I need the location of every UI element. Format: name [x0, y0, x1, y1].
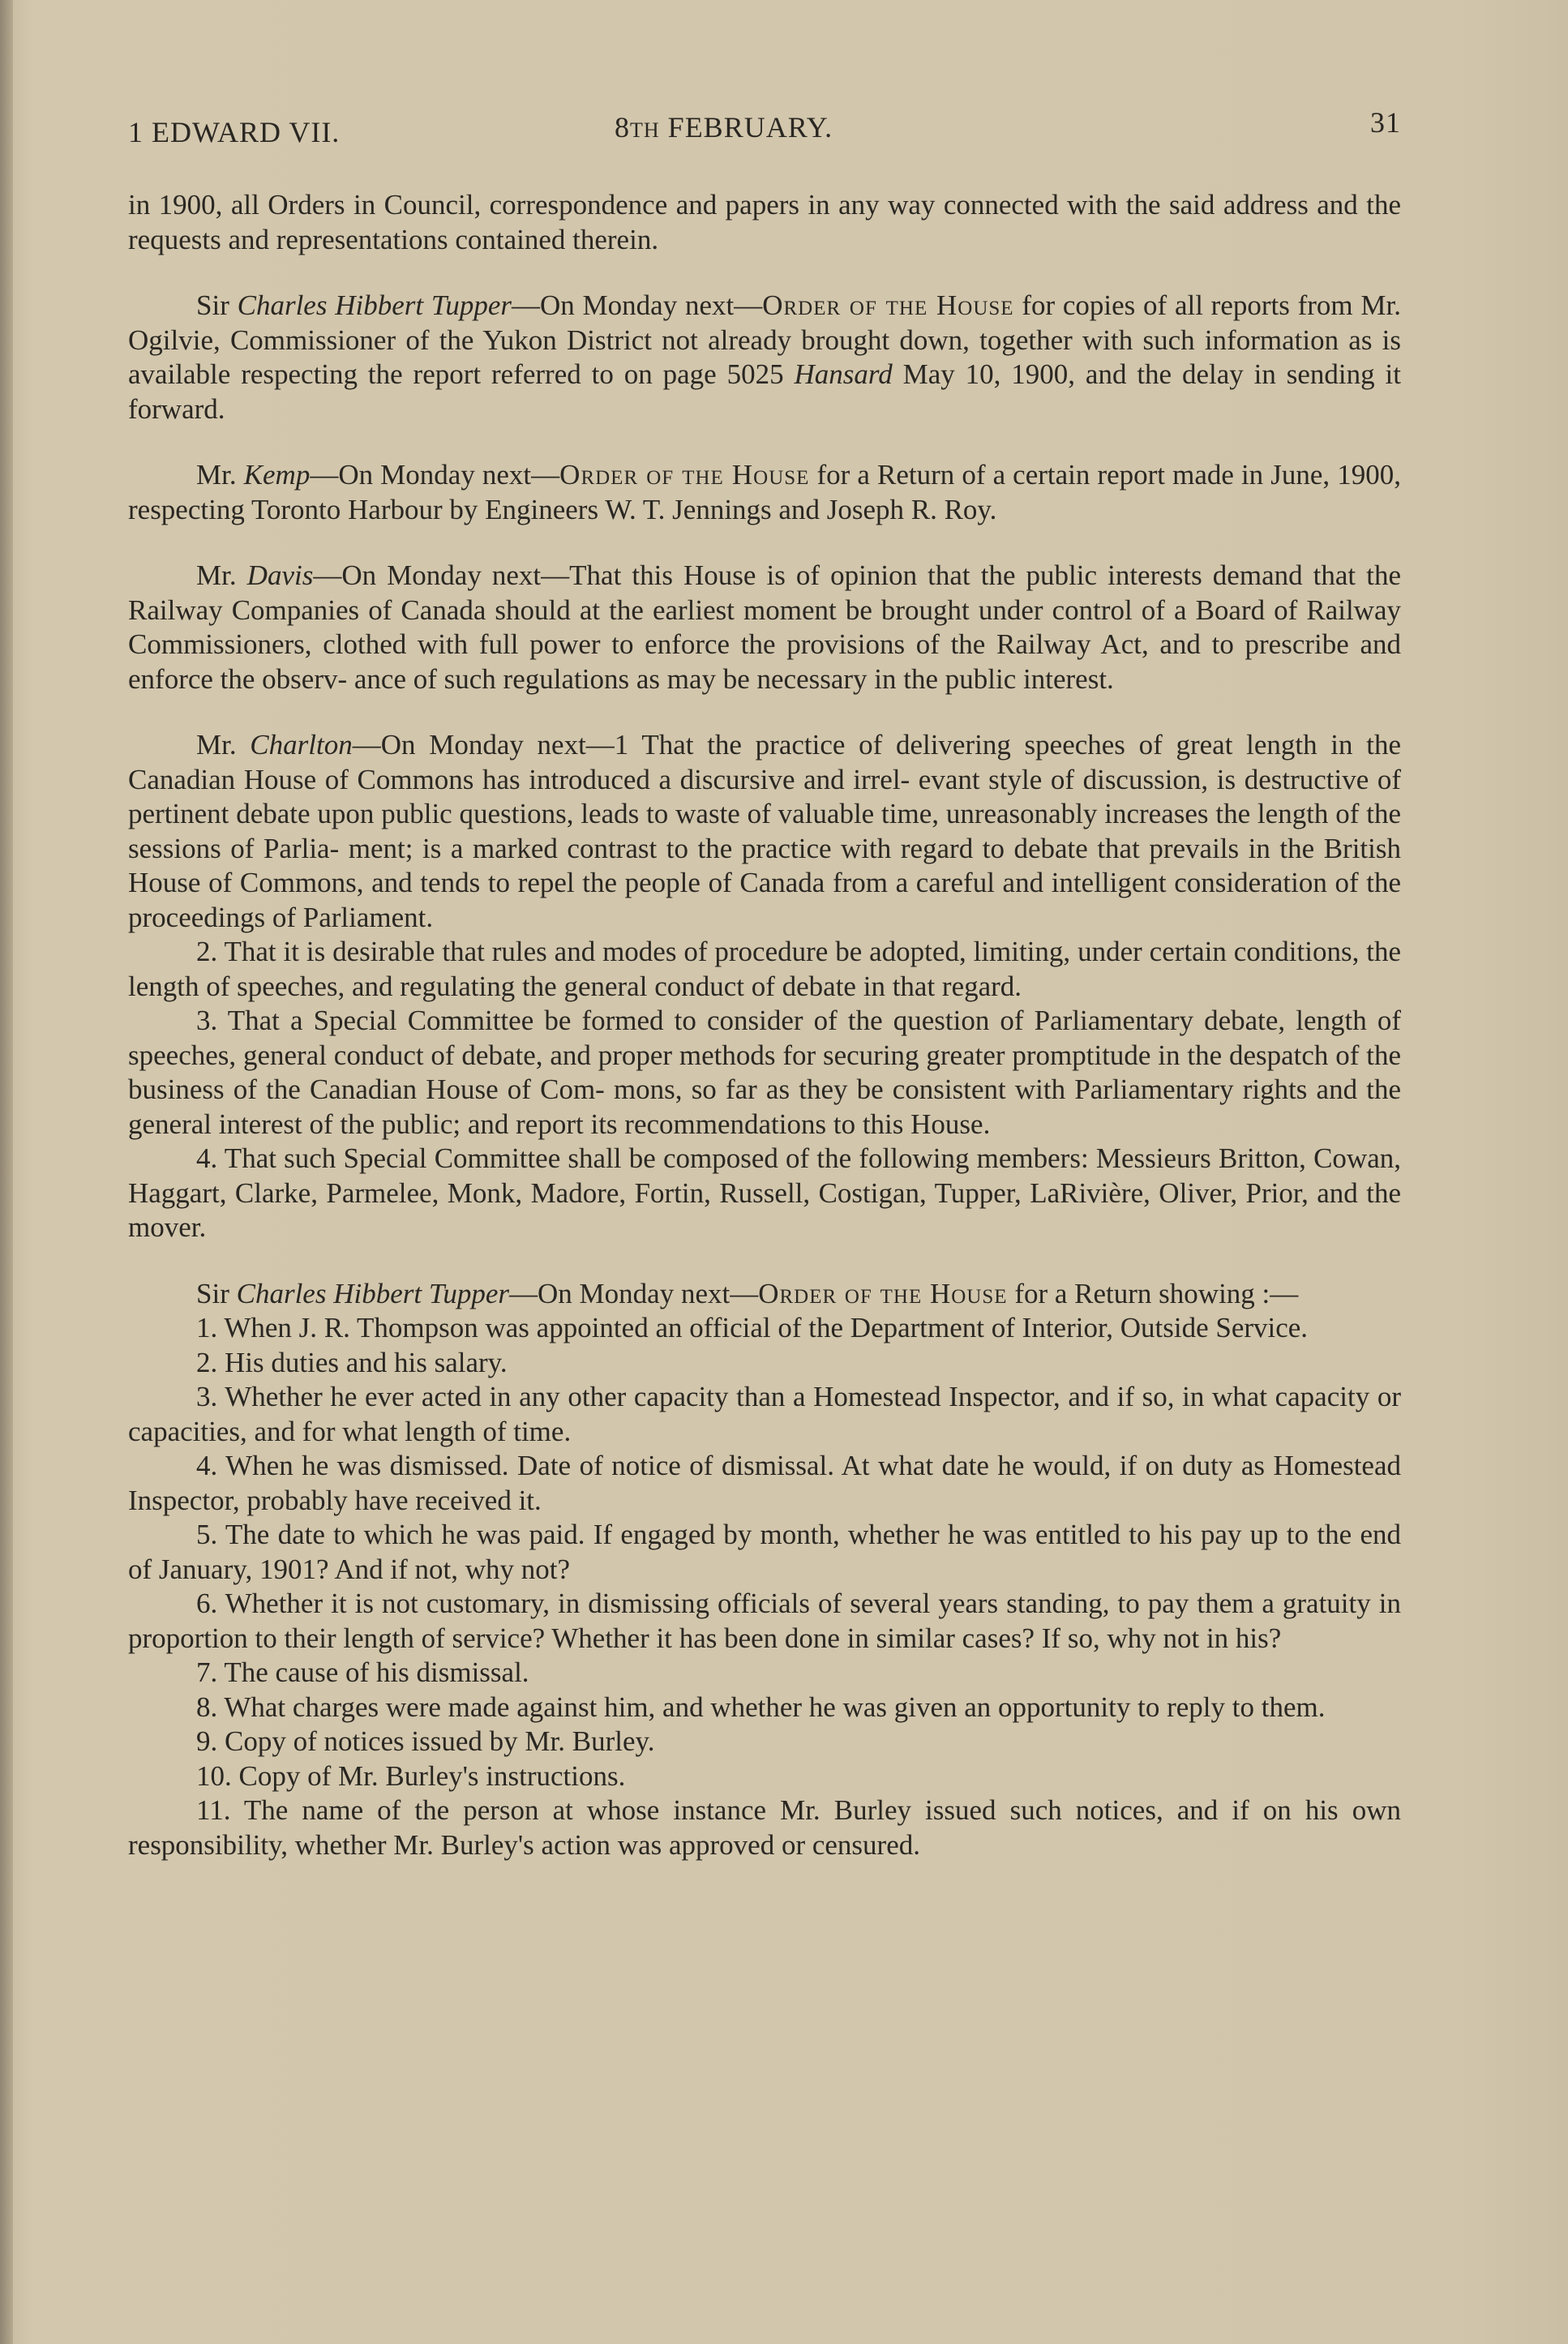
- list-item: 11. The name of the person at whose instance Mr. Burley issued such notices, and if on his own responsibility, whether Mr. Burley's action was approved or censured.: [128, 1794, 1401, 1861]
- list-item: 7. The cause of his dismissal.: [196, 1656, 529, 1688]
- member-name: Davis: [246, 559, 314, 591]
- list-item: 1. When J. R. Thompson was appointed an official of the Department of Interior, Outside Service.: [196, 1312, 1309, 1343]
- body-text: [128, 188, 1401, 1862]
- paragraph-continuation: in 1900, all Orders in Council, correspondence and papers in any way connected with the said address and the requests and representations contained therein.: [128, 189, 1401, 255]
- list-item: 6. Whether it is not customary, in dismissing officials of several years standing, to pay them a gratuity in proportion to their length of service? Whether it has been done in similar cases? If so, why not in his?: [128, 1588, 1401, 1654]
- paragraph-davis: Mr. Davis—On Monday next—That this House is of opinion that the public interests demand that the Railway Companies of Canada should at the earliest moment be brought under control of a Board of Railway Commissioners, clothed with full power to enforce the provisions of the Railway Act, and to prescribe and enforce the observ- ance of such regulations as may be necessary in the public interest.: [128, 559, 1401, 695]
- page-binding-edge: [0, 0, 13, 2344]
- paragraph-tupper-thompson: Sir Charles Hibbert Tupper—On Monday next—Order of the House for a Return showing :—: [196, 1277, 1299, 1309]
- page-number: 31: [1370, 106, 1401, 139]
- charlton-item-2: 2. That it is desirable that rules and modes of procedure be adopted, limiting, under certain conditions, the length of speeches, and regulating the general conduct of debate in that regard.: [128, 936, 1401, 1002]
- list-item: 10. Copy of Mr. Burley's instructions.: [196, 1759, 626, 1792]
- list-item: 3. Whether he ever acted in any other capacity than a Homestead Inspector, and if so, in what capacity or capacities, and for what length of time.: [128, 1381, 1401, 1447]
- list-item: 5. The date to which he was paid. If engaged by month, whether he was entitled to his pay up to the end of January, 1901? And if not, why not?: [128, 1519, 1401, 1585]
- charlton-item-3: 3. That a Special Committee be formed to consider of the question of Parliamentary debate, length of speeches, general conduct of debate, and proper methods for securing greater promptitude in the despatch of the business of the Canadian House of Com- mons, so far as they be consistent with Parliamentary rights and the general interest of the public; and report its recommendations to this House.: [128, 1005, 1401, 1140]
- list-item: 2. His duties and his salary.: [196, 1346, 508, 1378]
- list-item: 4. When he was dismissed. Date of notice of dismissal. At what date he would, if on duty as Homestead Inspector, probably have received it.: [128, 1450, 1401, 1516]
- header-date: 8TH FEBRUARY.: [615, 111, 833, 144]
- list-item: 8. What charges were made against him, and whether he was given an opportunity to reply to them.: [196, 1691, 1326, 1723]
- header-left: 1 EDWARD VII.: [128, 116, 341, 148]
- member-name: Charlton: [250, 729, 353, 761]
- list-item: 9. Copy of notices issued by Mr. Burley.: [196, 1725, 655, 1757]
- paragraph-kemp: Mr. Kemp—On Monday next—Order of the House for a Return of a certain report made in June, 1900, respecting Toronto Harbour by Engineers W. T. Jennings and Joseph R. Roy.: [128, 459, 1401, 525]
- running-head: [128, 105, 1401, 154]
- member-name: Charles Hibbert Tupper: [237, 289, 512, 321]
- charlton-item-4: 4. That such Special Committee shall be composed of the following members: Messieurs Britton, Cowan, Haggart, Clarke, Parmelee, Monk, Madore, Fortin, Russell, Costigan, Tupper, LaRivière, Oliver, Prior, and the mover.: [128, 1142, 1401, 1243]
- paragraph-charlton: Mr. Charlton—On Monday next—1 That the practice of delivering speeches of great length in the Canadian House of Commons has introduced a discursive and irrel- evant style of discussion, is destructive of pertinent debate upon public questions, leads to waste of valuable time, unreasonably increases the length of the sessions of Parlia- ment; is a marked contrast to the practice with regard to debate that prevails in the British House of Commons, and tends to repel the people of Canada from a careful and intelligent consideration of the proceedings of Parliament.: [128, 729, 1401, 933]
- member-name: Charles Hibbert Tupper: [236, 1277, 510, 1309]
- member-name: Kemp: [243, 459, 311, 491]
- paragraph-tupper-yukon: Sir Charles Hibbert Tupper—On Monday next—Order of the House for copies of all reports from Mr. Ogilvie, Commissioner of the Yukon District not already brought down, together with such information as is available respecting the report referred to on page 5025 Hansard May 10, 1900, and the delay in sending it forward.: [128, 289, 1401, 425]
